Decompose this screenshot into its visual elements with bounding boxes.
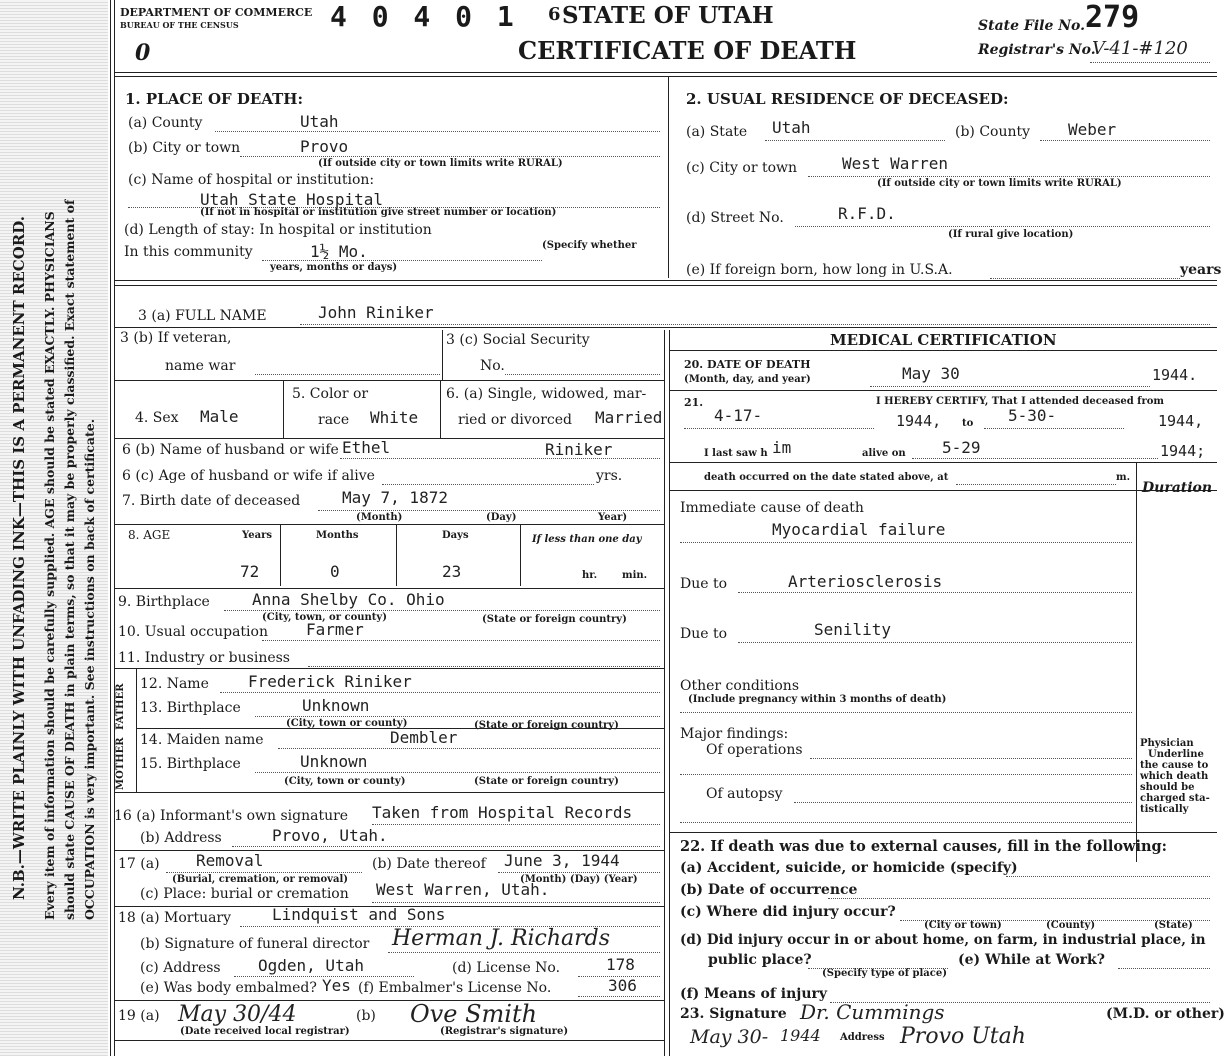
- father-name: Frederick Riniker: [248, 672, 412, 691]
- father-name-label: 12. Name: [140, 676, 209, 692]
- margin-instructions-3: OCCUPATION is very important. See instructions on back of certificate.: [82, 418, 97, 920]
- means-label: (f) Means of injury: [680, 986, 828, 1002]
- mortuary: Lindquist and Sons: [272, 905, 446, 924]
- less-day-note: If less than one day: [532, 534, 642, 545]
- alive-label: alive on: [862, 448, 906, 459]
- res-county-label: (b) County: [955, 124, 1031, 140]
- left-margin: [0, 0, 108, 1056]
- stamp-number: 4 0 4 0 1: [330, 0, 518, 33]
- mother-maiden-label: 14. Maiden name: [140, 732, 264, 748]
- res-city-label: (c) City or town: [686, 160, 798, 176]
- age-months: 0: [330, 562, 340, 581]
- city-note: (If outside city or town limits write RURAL): [318, 158, 563, 169]
- filed-date: May 30/44: [178, 1002, 297, 1027]
- birthplace-state-note: (State or foreign country): [482, 614, 627, 625]
- margin-instructions-1: Every item of information should be carefully supplied. AGE should be stated EXACTLY. PHYSICIANS: [42, 211, 57, 920]
- state-heading: STATE OF UTAH: [562, 2, 774, 29]
- embalmed-label: (e) Was body embalmed?: [140, 980, 317, 996]
- disposal-label: 17 (a): [118, 856, 160, 872]
- mother-side-label: MOTHER: [115, 737, 126, 790]
- race: White: [370, 408, 419, 427]
- death-date-sub: (Month, day, and year): [684, 374, 811, 385]
- industry-label: 11. Industry or business: [118, 650, 290, 666]
- embalmed: Yes: [322, 976, 351, 995]
- certify-text: I HEREBY CERTIFY, That I attended deceased from: [876, 396, 1165, 407]
- filed-note: (Date received local registrar): [180, 1026, 350, 1037]
- external-heading: 22. If death was due to external causes, fill in the following:: [680, 838, 1168, 855]
- state-file-label: State File No.: [978, 18, 1086, 34]
- mother-birthplace-label: 15. Birthplace: [140, 756, 241, 772]
- signature-label: 23. Signature: [680, 1006, 787, 1022]
- war-label: name war: [165, 358, 236, 374]
- marital-label: 6. (a) Single, widowed, mar-: [446, 386, 647, 402]
- other-conditions-note: (Include pregnancy within 3 months of death): [688, 694, 947, 705]
- disposal: Removal: [196, 851, 264, 870]
- spouse-first-name: Ethel: [342, 438, 391, 457]
- license-label: (d) License No.: [452, 960, 561, 976]
- father-side-label: FATHER: [115, 683, 126, 730]
- hospital-note: (If not in hospital or institution give street number or location): [200, 207, 557, 218]
- fd-address: Ogden, Utah: [258, 956, 364, 975]
- where-state-note: (State): [1154, 920, 1193, 931]
- due-to-1: Arteriosclerosis: [788, 572, 943, 591]
- attended-from: 4-17-: [714, 406, 763, 425]
- death-year: 1944.: [1152, 366, 1198, 384]
- years-header: Years: [242, 530, 273, 541]
- city-label: (b) City or town: [128, 140, 241, 156]
- father-bp-city-note: (City, town or county): [286, 718, 408, 729]
- death-date-label: 20. DATE OF DEATH: [684, 358, 811, 371]
- specify-note: (Specify whether: [542, 240, 637, 251]
- birthplace-city-note: (City, town, or county): [262, 612, 387, 623]
- marital-status: Married: [595, 408, 663, 427]
- mother-maiden-name: Dembler: [390, 728, 458, 747]
- fd-address-label: (c) Address: [140, 960, 221, 976]
- father-bp-state-note: (State or foreign country): [474, 720, 619, 731]
- disposal-date-notes: (Month) (Day) (Year): [520, 874, 638, 885]
- occurrence-label: (b) Date of occurrence: [680, 882, 858, 898]
- year-note: Year): [598, 512, 628, 523]
- signature-address-label: Address: [840, 1032, 885, 1043]
- filed-label: 19 (a): [118, 1008, 160, 1024]
- immediate-cause-label: Immediate cause of death: [680, 500, 864, 516]
- res-county: Weber: [1068, 120, 1117, 139]
- informant-address: Provo, Utah.: [272, 826, 388, 845]
- department-label: DEPARTMENT OF COMMERCE: [120, 6, 313, 19]
- registrar-label: Registrar's No.: [978, 42, 1096, 58]
- work-label: (e) While at Work?: [958, 952, 1105, 968]
- stay-label: (d) Length of stay: In hospital or institution: [124, 222, 432, 238]
- res-city-note: (If outside city or town limits write RURAL): [877, 178, 1122, 189]
- hr-label: hr.: [582, 570, 598, 581]
- birthplace-label: 9. Birthplace: [118, 594, 210, 610]
- spouse-label: 6 (b) Name of husband or wife: [122, 442, 339, 458]
- license-number: 178: [606, 955, 635, 974]
- burial-place-label: (c) Place: burial or cremation: [140, 886, 349, 902]
- father-birthplace-label: 13. Birthplace: [140, 700, 241, 716]
- community-label: In this community: [124, 244, 253, 260]
- mother-bp-city-note: (City, town or county): [284, 776, 406, 787]
- veteran-label: 3 (b) If veteran,: [120, 330, 232, 346]
- full-name-label: 3 (a) FULL NAME: [138, 308, 267, 324]
- alive-date: 5-29: [942, 438, 981, 457]
- home-label: (d) Did injury occur in or about home, on farm, in industrial place, in: [680, 932, 1206, 948]
- major-findings-label: Major findings:: [680, 726, 789, 742]
- where-label: (c) Where did injury occur?: [680, 904, 896, 920]
- death-city: Provo: [300, 137, 349, 156]
- mother-bp-state-note: (State or foreign country): [474, 776, 619, 787]
- type-note: (Specify type of place): [822, 968, 947, 979]
- years-note: years, months or days): [270, 262, 398, 273]
- foreign-unit: years: [1180, 262, 1222, 278]
- res-city: West Warren: [842, 154, 948, 173]
- margin-instructions-2: should state CAUSE OF DEATH in plain terms, so that it may be properly classified. Exact statement of: [62, 199, 77, 920]
- street: R.F.D.: [838, 204, 896, 223]
- due-to-2-label: Due to: [680, 626, 728, 642]
- place-of-death-heading: 1. PLACE OF DEATH:: [125, 90, 304, 108]
- res-state-label: (a) State: [686, 124, 748, 140]
- alive-year: 1944;: [1160, 442, 1206, 460]
- m-label: m.: [1116, 472, 1131, 483]
- where-county-note: (County): [1046, 920, 1096, 931]
- accident-label: (a) Accident, suicide, or homicide (specify): [680, 860, 1018, 876]
- physician-signature: Dr. Cummings: [800, 1000, 945, 1024]
- embalmer-license-label: (f) Embalmer's License No.: [358, 980, 552, 996]
- age-days: 23: [442, 562, 462, 581]
- duration-header: Duration: [1142, 480, 1213, 496]
- yrs-label: yrs.: [596, 468, 623, 484]
- operations-label: Of operations: [706, 742, 803, 758]
- signature-address: Provo Utah: [900, 1024, 1026, 1049]
- foreign-label: (e) If foreign born, how long in U.S.A.: [686, 262, 953, 278]
- physician-note: Physician Underline the cause to which death should be charged sta- tistically: [1140, 738, 1210, 815]
- occupation-label: 10. Usual occupation: [118, 624, 268, 640]
- funeral-director-label: (b) Signature of funeral director: [140, 936, 370, 952]
- age-label: 8. AGE: [128, 528, 171, 542]
- informant-address-label: (b) Address: [140, 830, 222, 846]
- public-label: public place?: [708, 952, 812, 968]
- day-note: (Day): [486, 512, 517, 523]
- father-birthplace: Unknown: [302, 696, 370, 715]
- margin-notice: N.B.—WRITE PLAINLY WITH UNFADING INK—THIS IS A PERMANENT RECORD.: [10, 216, 28, 900]
- embalmer-license: 306: [608, 976, 637, 995]
- mortuary-label: 18 (a) Mortuary: [118, 910, 232, 926]
- corner-mark: 0: [135, 40, 151, 66]
- death-county: Utah: [300, 112, 339, 131]
- last-saw-label: I last saw h: [704, 448, 768, 459]
- attended-to: 5-30-: [1008, 406, 1057, 425]
- min-label: min.: [622, 570, 648, 581]
- attended-to-year: 1944,: [1158, 412, 1204, 430]
- occupation: Farmer: [306, 620, 364, 639]
- color-label: 5. Color or: [292, 386, 369, 402]
- community-stay: 1½ Mo.: [310, 242, 368, 261]
- days-header: Days: [442, 530, 469, 541]
- to-label: to: [962, 418, 974, 429]
- due-to-2: Senility: [814, 620, 892, 639]
- attended-from-year: 1944,: [896, 412, 942, 430]
- sex: Male: [200, 407, 239, 426]
- residence-heading: 2. USUAL RESIDENCE OF DECEASED:: [686, 90, 1009, 108]
- age-years: 72: [240, 562, 260, 581]
- occurred-label: death occurred on the date stated above, at: [704, 472, 949, 483]
- disposal-date: June 3, 1944: [504, 851, 620, 870]
- bureau-label: BUREAU OF THE CENSUS: [120, 20, 239, 30]
- funeral-director-signature: Herman J. Richards: [392, 926, 611, 951]
- signature-date: May 30-: [690, 1026, 769, 1048]
- birth-date-label: 7. Birth date of deceased: [122, 493, 301, 509]
- registrar-signature-label: (b): [356, 1008, 376, 1024]
- registrar-signature-note: (Registrar's signature): [440, 1026, 569, 1037]
- medical-heading: MEDICAL CERTIFICATION: [830, 331, 1057, 349]
- ss-label: 3 (c) Social Security: [446, 332, 590, 348]
- immediate-cause: Myocardial failure: [772, 520, 946, 539]
- race-label: race: [318, 412, 350, 428]
- mother-birthplace: Unknown: [300, 752, 368, 771]
- where-city-note: (City or town): [924, 920, 1002, 931]
- month-note: (Month): [356, 512, 403, 523]
- other-conditions-label: Other conditions: [680, 678, 800, 694]
- birthplace: Anna Shelby Co. Ohio: [252, 590, 445, 609]
- last-saw: im: [772, 438, 792, 457]
- months-header: Months: [316, 530, 359, 541]
- md-label: (M.D. or other): [1106, 1006, 1225, 1022]
- certify-number: 21.: [684, 396, 704, 409]
- stamp-prefix: 6: [548, 4, 561, 25]
- hospital-label: (c) Name of hospital or institution:: [128, 172, 375, 188]
- ss-no-label: No.: [480, 358, 505, 374]
- spouse-age-label: 6 (c) Age of husband or wife if alive: [122, 468, 375, 484]
- autopsy-label: Of autopsy: [706, 786, 783, 802]
- hospital-name: Utah State Hospital: [200, 190, 384, 209]
- registrar-number: V-41-#120: [1092, 38, 1188, 59]
- disposal-note: (Burial, cremation, or removal): [172, 874, 348, 885]
- burial-place: West Warren, Utah.: [376, 880, 550, 899]
- disposal-date-label: (b) Date thereof: [372, 856, 486, 872]
- birth-date: May 7, 1872: [342, 488, 448, 507]
- informant: Taken from Hospital Records: [372, 803, 633, 822]
- signature-year: 1944: [780, 1026, 821, 1045]
- registrar-signature: Ove Smith: [410, 1000, 538, 1028]
- marital-label-2: ried or divorced: [458, 412, 572, 428]
- full-name: John Riniker: [318, 303, 434, 322]
- state-file-number: 279: [1085, 0, 1140, 35]
- informant-label: 16 (a) Informant's own signature: [114, 808, 349, 824]
- street-note: (If rural give location): [948, 229, 1074, 240]
- death-date: May 30: [902, 364, 960, 383]
- sex-label: 4. Sex: [135, 410, 179, 426]
- res-state: Utah: [772, 118, 811, 137]
- street-label: (d) Street No.: [686, 210, 784, 226]
- certificate-title: CERTIFICATE OF DEATH: [518, 36, 857, 65]
- county-label: (a) County: [128, 115, 203, 131]
- due-to-1-label: Due to: [680, 576, 728, 592]
- spouse-last-name: Riniker: [545, 440, 613, 459]
